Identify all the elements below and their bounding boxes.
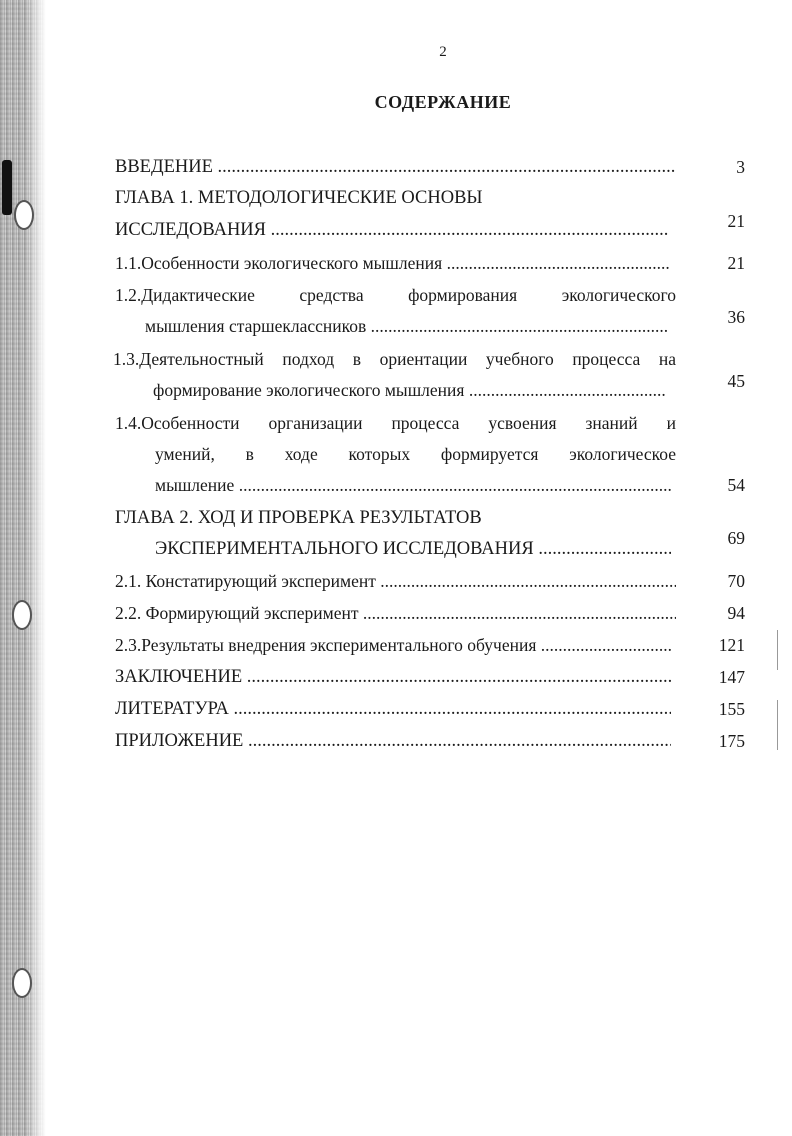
toc-page-number: 36: [727, 307, 745, 327]
toc-entry-chapter-2: [115, 505, 745, 563]
toc-entry-1-4: [115, 410, 745, 500]
toc-entry-text: ИССЛЕДОВАНИЯ .....: [115, 217, 668, 243]
toc-entry-conclusion: [115, 664, 745, 690]
punch-hole-top: [14, 200, 34, 230]
toc-entry-text: ГЛАВА 1. МЕТОДОЛОГИЧЕСКИЕ ОСНОВЫ: [115, 188, 483, 208]
toc-entry-intro: [115, 154, 745, 180]
scan-speck: [777, 700, 778, 750]
toc-entry-text: 1.3.Деятельностный подход в ориентации учебного процесса на: [113, 349, 676, 369]
toc-entry-appendix: [115, 728, 745, 754]
toc-page-number: 121: [718, 635, 745, 655]
punch-hole-bottom: [12, 968, 32, 998]
toc-page-number: 175: [718, 731, 745, 751]
toc-entry-text: ЭКСПЕРИМЕНТАЛЬНОГО ИССЛЕДОВАНИЯ .....: [155, 536, 671, 562]
toc-page-number: 54: [727, 475, 745, 495]
toc-entry-text: ГЛАВА 2. ХОД И ПРОВЕРКА РЕЗУЛЬТАТОВ: [115, 508, 482, 528]
toc-entry-text: мышление .....: [155, 472, 671, 498]
page-title: СОДЕРЖАНИЕ: [374, 92, 512, 112]
toc-entry-text: 1.1.Особенности экологического мышления .....: [115, 250, 670, 276]
toc-entry-1-3: [113, 346, 745, 404]
toc-page-number: 70: [727, 571, 745, 591]
page-number: 2: [439, 44, 447, 60]
toc-entry-2-3: [115, 632, 745, 658]
toc-entry-text: ПРИЛОЖЕНИЕ .....: [115, 728, 671, 754]
toc-page-number: 155: [718, 699, 745, 719]
toc-page-number: 147: [718, 667, 745, 687]
punch-hole-middle: [12, 600, 32, 630]
toc-page-number: 3: [736, 157, 745, 177]
toc-entry-text: 2.1. Констатирующий эксперимент .....: [115, 568, 676, 594]
toc-entry-text: умений, в ходе которых формируется экологическое: [155, 444, 676, 464]
toc-entry-text: ЗАКЛЮЧЕНИЕ .....: [115, 664, 673, 690]
toc-entry-text: 1.4.Особенности организации процесса усвоения знаний и: [115, 413, 676, 433]
toc-entry-1-1: [115, 250, 745, 276]
toc-entry-text: 1.2.Дидактические средства формирования экологического: [115, 285, 676, 305]
toc-entry-literature: [115, 696, 745, 722]
toc-entry-text: 2.2. Формирующий эксперимент .....: [115, 600, 676, 626]
toc-page-number: 94: [727, 603, 745, 623]
scan-speck: [777, 630, 778, 670]
toc-entry-2-2: [115, 600, 745, 626]
toc-entry-chapter-1: [115, 185, 745, 243]
toc-page-number: 45: [727, 371, 745, 391]
toc-page-number: 21: [727, 211, 745, 231]
toc-page-number: 69: [727, 528, 745, 548]
toc-entry-2-1: [115, 568, 745, 594]
toc-entry-text: ЛИТЕРАТУРА .....: [115, 696, 671, 722]
toc-entry-1-2: [115, 282, 745, 340]
toc-entry-text: мышления старшеклассников .....: [145, 313, 669, 339]
toc-entry-text: ВВЕДЕНИЕ .....: [115, 154, 675, 180]
toc-entry-text: 2.3.Результаты внедрения экспериментального обучения .....: [115, 632, 673, 658]
toc-entry-text: формирование экологического мышления .....: [153, 377, 666, 403]
toc-page-number: 21: [727, 253, 745, 273]
scan-shadow-mark: [2, 160, 12, 215]
